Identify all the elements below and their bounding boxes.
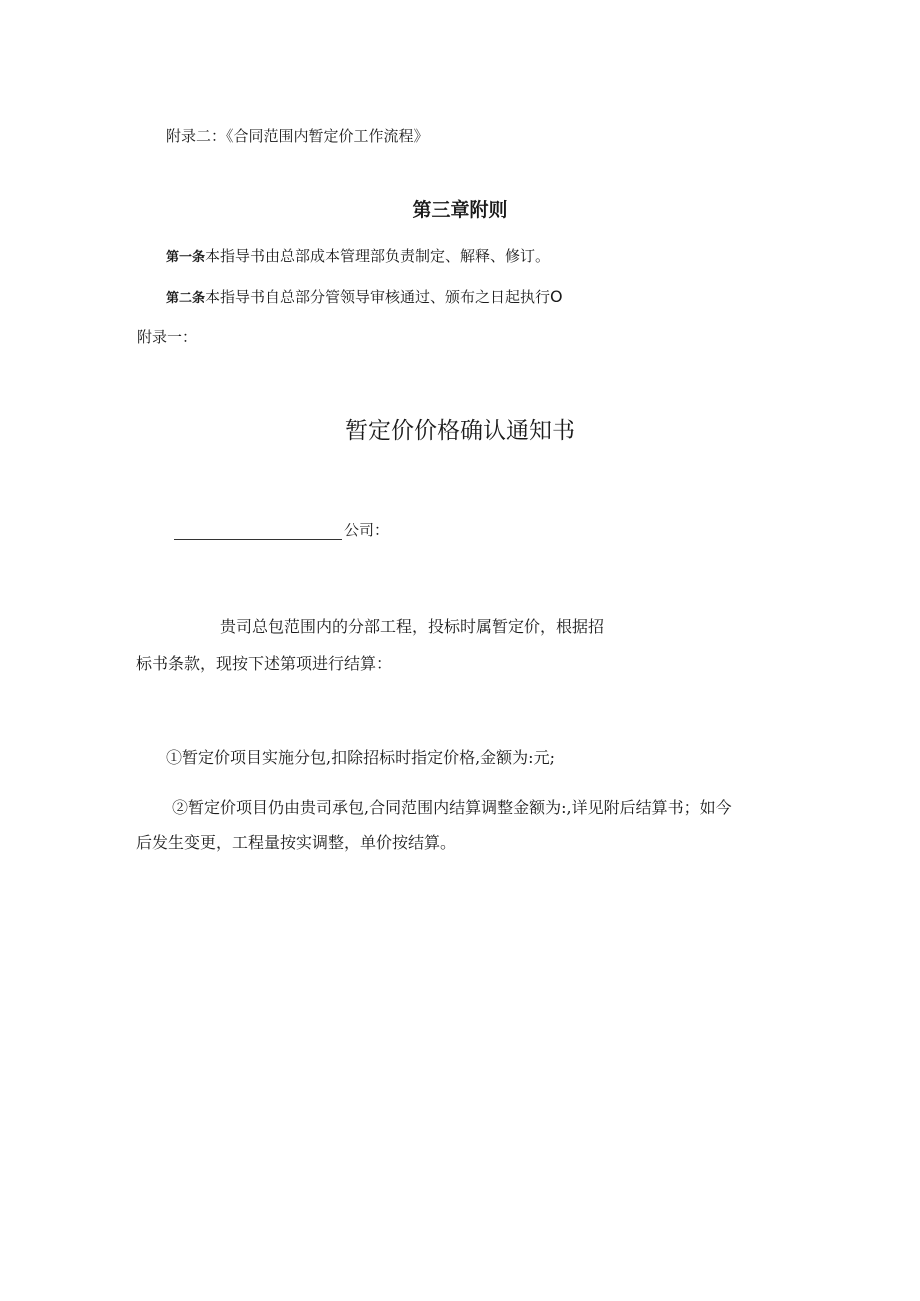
article-2-text: 本指导书自总部分管领导审核通过、颁布之日起执行 [205, 288, 551, 306]
notice-title: 暂定价价格确认通知书 [345, 418, 575, 444]
company-line [174, 520, 389, 540]
company-suffix: 公司： [344, 521, 390, 539]
settlement-item-1: ①暂定价项目实施分包,扣除招标时指定价格,金额为:元; [166, 748, 555, 767]
settlement-item-2-line-1: ②暂定价项目仍由贵司承包,合同范围内结算调整金额为:,详见附后结算书；如今 [172, 798, 732, 817]
article-2-label: 第二条 [166, 291, 206, 306]
article-1-text: 本指导书由总部成本管理部负责制定、解释、修订。 [205, 247, 551, 265]
article-1-label: 第一条 [166, 250, 206, 265]
settlement-item-2-line-2: 后发生变更，工程量按实调整，单价按结算。 [136, 833, 457, 852]
appendix-one-label: 附录一： [137, 328, 198, 346]
article-2-tail: O [550, 287, 563, 306]
company-name-blank [174, 522, 342, 540]
notice-paragraph-line-1: 贵司总包范围内的分部工程，投标时属暂定价，根据招 [220, 617, 605, 636]
article-1 [166, 246, 550, 268]
appendix-two-reference: 附录二：《合同范围内暂定价工作流程》 [166, 127, 429, 145]
chapter-title: 第三章附则 [412, 199, 508, 221]
article-2 [166, 287, 563, 309]
notice-paragraph-line-2: 标书条款，现按下述第项进行结算： [136, 654, 393, 673]
